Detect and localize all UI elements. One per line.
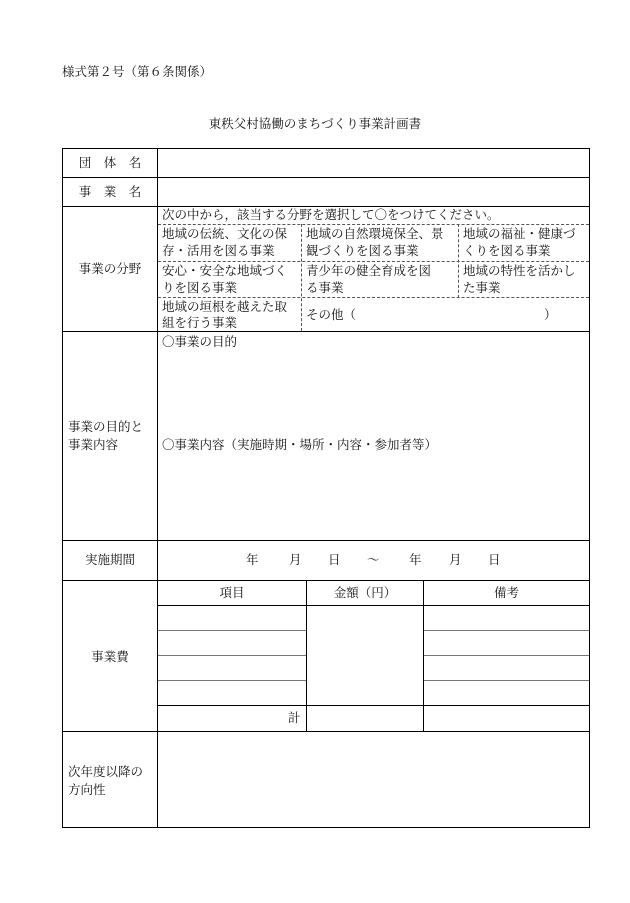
purpose-field[interactable] — [158, 352, 589, 432]
cost-item-fields[interactable] — [158, 606, 306, 705]
cost-col-amount: 金額（円） — [333, 585, 397, 600]
cost-col-note: 備考 — [493, 585, 519, 600]
future-label-line1: 次年度以降の — [68, 764, 144, 779]
purpose-label-line2: 事業内容 — [68, 437, 119, 452]
document-title: 東秩父村協働のまちづくり事業計画書 — [208, 116, 422, 131]
group-name-label: 団 体 名 — [78, 155, 142, 170]
form-number: 様式第２号（第６条関係） — [62, 64, 213, 79]
cost-total-field[interactable] — [307, 706, 423, 731]
cost-total-label: 計 — [288, 710, 301, 725]
content-field[interactable] — [158, 455, 589, 539]
project-name-label: 事 業 名 — [78, 184, 142, 199]
field-label: 事業の分野 — [78, 261, 142, 276]
future-label-line2: 方向性 — [68, 782, 106, 797]
purpose-label-line1: 事業の目的と — [68, 419, 144, 434]
cost-col-item: 項目 — [219, 585, 245, 600]
group-name-field[interactable] — [158, 149, 589, 177]
cost-amount-fields[interactable] — [307, 606, 423, 705]
future-direction-field[interactable] — [158, 732, 589, 827]
cost-note-fields[interactable] — [424, 606, 589, 705]
content-heading: 〇事業内容（実施時期・場所・内容・参加者等） — [162, 437, 438, 452]
purpose-heading: 〇事業の目的 — [162, 334, 238, 349]
period-label: 実施期間 — [84, 552, 135, 567]
project-name-field[interactable] — [158, 178, 589, 206]
cost-label: 事業費 — [91, 649, 129, 664]
field-instruction: 次の中から，該当する分野を選択して〇をつけてください。 — [162, 207, 500, 222]
